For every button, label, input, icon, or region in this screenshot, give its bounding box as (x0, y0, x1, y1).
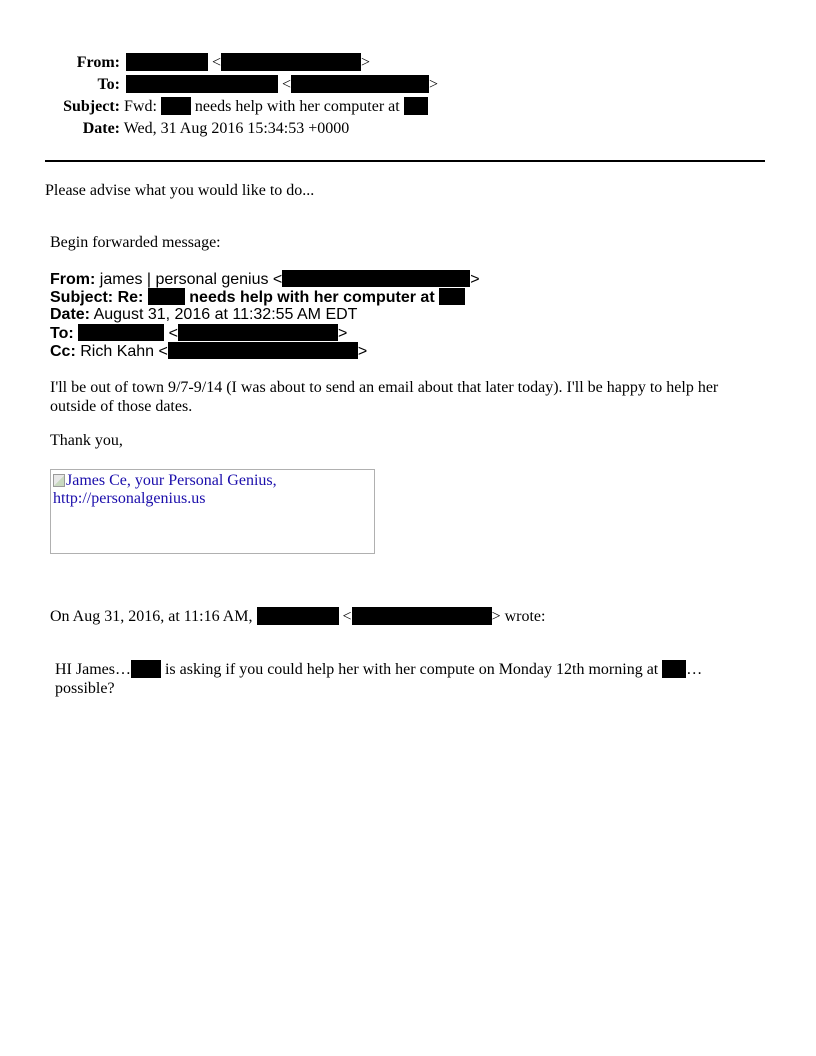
forwarded-to-row: To: < > (50, 325, 348, 342)
signature-alt-link[interactable] (53, 472, 353, 508)
quoted-body-tail: possible? (55, 680, 115, 697)
forwarded-cc-row: Cc: Rich Kahn < > (50, 343, 368, 360)
redacted-fwd-cc-email (168, 342, 358, 359)
header-date-row (45, 118, 349, 140)
quoted-intro-prefix: On Aug 31, 2016, at 11:16 AM, (50, 608, 253, 625)
broken-image-icon (53, 474, 65, 487)
redacted-fwd-subject-place (439, 288, 465, 305)
fwd-cc-label: Cc: (50, 343, 76, 360)
redacted-fwd-from-email (282, 270, 470, 287)
forwarded-date-row (50, 306, 357, 324)
quoted-body-start: HI James… (55, 661, 131, 678)
reply-body: I'll be out of town 9/7-9/14 (I was about to send an email about that later today). I'll be happy to help her outside of those dates. (50, 379, 719, 415)
from-label: From: (76, 54, 120, 71)
fwd-to-label: To: (50, 325, 74, 342)
redacted-fwd-to-email (178, 324, 338, 341)
fwd-from-label: From: (50, 271, 96, 288)
to-label: To: (97, 76, 120, 93)
subject-prefix: Fwd: (124, 98, 157, 115)
redacted-fwd-to-name (78, 324, 164, 341)
redacted-quoted-body-place (662, 660, 686, 678)
forwarded-subject-row (50, 288, 465, 307)
fwd-date-value: August 31, 2016 at 11:32:55 AM EDT (93, 306, 358, 323)
quoted-body-end: … (686, 661, 703, 678)
fwd-subject-prefix: Re: (117, 289, 144, 306)
header-to-row: To: < > (45, 74, 438, 96)
redacted-to-name (126, 75, 278, 93)
subject-text: needs help with her computer at (194, 98, 400, 115)
redacted-subject-place (404, 97, 428, 115)
redacted-from-name (126, 53, 208, 71)
reply-thanks: Thank you, (50, 432, 123, 449)
forwarded-from-row: From: james | personal genius < > (50, 271, 480, 288)
forwarded-intro: Begin forwarded message: (50, 234, 221, 251)
fwd-date-label: Date: (50, 306, 91, 323)
header-subject-row (45, 96, 428, 118)
header-from-row: From: < > (45, 52, 370, 74)
redacted-quoted-body-name (131, 660, 161, 678)
advise-note: Please advise what you would like to do... (45, 182, 315, 199)
quoted-body (55, 660, 755, 698)
fwd-from-name: james | personal genius (99, 271, 269, 288)
fwd-subject-label: Subject: (50, 289, 114, 306)
subject-label: Subject: (63, 98, 120, 115)
quoted-intro: On Aug 31, 2016, at 11:16 AM, < > wrote: (50, 608, 546, 625)
redacted-to-email (291, 75, 429, 93)
date-value: Wed, 31 Aug 2016 15:34:53 +0000 (123, 120, 350, 137)
quoted-intro-suffix: wrote: (504, 608, 546, 625)
signature-image-box[interactable] (50, 469, 375, 554)
signature-alt-text: James Ce, your Personal Genius, http://personalgenius.us (53, 472, 277, 507)
quoted-body-mid: is asking if you could help her with her compute on Monday 12th morning at (164, 661, 659, 678)
header-divider (45, 160, 765, 162)
redacted-quoted-name (257, 607, 339, 625)
date-label: Date: (82, 120, 120, 137)
redacted-fwd-subject-name (148, 288, 185, 305)
redacted-from-email (221, 53, 361, 71)
redacted-quoted-email (352, 607, 492, 625)
fwd-cc-name: Rich Kahn (80, 343, 155, 360)
redacted-subject-name (161, 97, 191, 115)
fwd-subject-text: needs help with her computer at (189, 289, 435, 306)
